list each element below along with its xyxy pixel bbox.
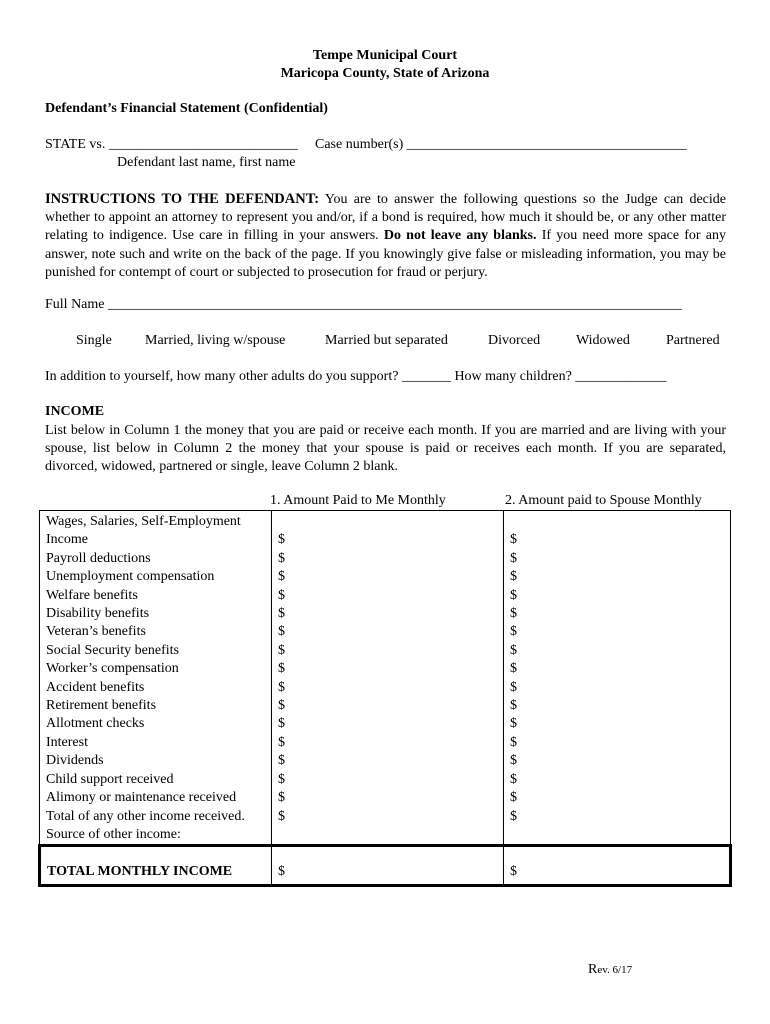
income-label: Unemployment compensation xyxy=(40,568,272,586)
revision-rest: ev. 6/17 xyxy=(597,964,633,976)
table-row xyxy=(40,642,731,660)
income-label: Child support received xyxy=(40,771,272,789)
status-partnered[interactable]: Partnered xyxy=(666,333,720,348)
state-vs-field[interactable]: STATE vs. ___________________________ xyxy=(45,137,298,152)
column-1-header: 1. Amount Paid to Me Monthly xyxy=(270,493,446,508)
income-label: Worker’s compensation xyxy=(40,660,272,678)
table-row xyxy=(40,734,731,752)
income-label: Welfare benefits xyxy=(40,587,272,605)
instructions-heading: INSTRUCTIONS TO THE DEFENDANT: xyxy=(45,191,320,207)
table-row xyxy=(40,660,731,678)
table-row xyxy=(40,679,731,697)
table-row xyxy=(40,587,731,605)
income-label: Income xyxy=(40,531,272,549)
amount-spouse-cell[interactable]: $ xyxy=(504,642,731,660)
table-row xyxy=(40,623,731,641)
amount-spouse-cell[interactable]: $ xyxy=(504,752,731,770)
revision-number xyxy=(588,962,632,978)
table-row xyxy=(40,568,731,586)
amount-me-cell[interactable]: $ xyxy=(272,623,504,641)
income-label: Total of any other income received. xyxy=(40,808,272,826)
income-label: Interest xyxy=(40,734,272,752)
amount-me-cell[interactable]: $ xyxy=(272,605,504,623)
amount-spouse-cell[interactable]: $ xyxy=(504,771,731,789)
case-number-field[interactable]: Case number(s) ________________________________________ xyxy=(315,137,687,152)
table-row xyxy=(40,550,731,568)
amount-spouse-cell[interactable]: $ xyxy=(504,550,731,568)
no-blanks-emphasis: Do not leave any blanks. xyxy=(383,228,537,244)
instructions-text-2: If you need more space for any answer, note such and write on the back of the page. If you knowingly give false or misleading information, you may be punished for contempt of court or subjected to prosecution for fraud or perjury. xyxy=(45,228,727,280)
table-row xyxy=(40,697,731,715)
status-divorced[interactable]: Divorced xyxy=(488,333,541,348)
amount-spouse-cell[interactable]: $ xyxy=(504,605,731,623)
table-row xyxy=(40,771,731,789)
table-row xyxy=(40,715,731,733)
total-me-cell[interactable]: $ xyxy=(272,846,504,885)
income-label: Disability benefits xyxy=(40,605,272,623)
income-label: Source of other income: xyxy=(40,826,272,846)
status-single[interactable]: Single xyxy=(76,333,112,348)
total-row xyxy=(40,846,731,885)
income-label: Dividends xyxy=(40,752,272,770)
income-label: Retirement benefits xyxy=(40,697,272,715)
amount-spouse-cell[interactable]: $ xyxy=(504,587,731,605)
instructions-paragraph xyxy=(45,190,726,282)
amount-me-cell[interactable]: $ xyxy=(272,715,504,733)
amount-spouse-cell[interactable]: $ xyxy=(504,789,731,807)
amount-me-cell[interactable]: $ xyxy=(272,734,504,752)
other-income-source-cell[interactable] xyxy=(272,826,504,846)
income-label: Social Security benefits xyxy=(40,642,272,660)
table-row xyxy=(40,511,731,532)
amount-spouse-cell[interactable]: $ xyxy=(504,697,731,715)
amount-me-cell[interactable]: $ xyxy=(272,587,504,605)
status-married-separated[interactable]: Married but separated xyxy=(325,333,448,348)
amount-me-cell[interactable]: $ xyxy=(272,679,504,697)
amount-me-cell[interactable]: $ xyxy=(272,752,504,770)
form-title: Defendant’s Financial Statement (Confidential) xyxy=(45,101,328,116)
county-line: Maricopa County, State of Arizona xyxy=(280,66,490,81)
table-row xyxy=(40,826,731,846)
income-label: Allotment checks xyxy=(40,715,272,733)
table-row xyxy=(40,605,731,623)
income-label: Alimony or maintenance received xyxy=(40,789,272,807)
amount-me-cell[interactable]: $ xyxy=(272,642,504,660)
status-widowed[interactable]: Widowed xyxy=(576,333,630,348)
amount-me-cell[interactable]: $ xyxy=(272,660,504,678)
income-label: Wages, Salaries, Self-Employment xyxy=(40,511,272,532)
amount-spouse-cell[interactable]: $ xyxy=(504,660,731,678)
amount-spouse-cell[interactable]: $ xyxy=(504,531,731,549)
table-row xyxy=(40,808,731,826)
amount-me-cell[interactable] xyxy=(272,511,504,532)
table-row xyxy=(40,531,731,549)
amount-spouse-cell[interactable]: $ xyxy=(504,568,731,586)
amount-me-cell[interactable]: $ xyxy=(272,550,504,568)
total-spouse-cell[interactable]: $ xyxy=(504,846,731,885)
amount-spouse-cell[interactable] xyxy=(504,511,731,532)
income-label: Payroll deductions xyxy=(40,550,272,568)
amount-me-cell[interactable]: $ xyxy=(272,771,504,789)
total-income-label: TOTAL MONTHLY INCOME xyxy=(40,846,272,885)
amount-me-cell[interactable]: $ xyxy=(272,568,504,586)
income-heading: INCOME xyxy=(45,404,105,419)
amount-spouse-cell[interactable]: $ xyxy=(504,679,731,697)
status-married-living[interactable]: Married, living w/spouse xyxy=(145,333,286,348)
dependents-question[interactable]: In addition to yourself, how many other adults do you support? _______ How many children? _____________ xyxy=(45,369,667,384)
amount-me-cell[interactable]: $ xyxy=(272,697,504,715)
amount-me-cell[interactable]: $ xyxy=(272,531,504,549)
table-row xyxy=(40,752,731,770)
court-name: Tempe Municipal Court xyxy=(312,48,458,63)
income-instructions: List below in Column 1 the money that you are paid or receive each month. If you are married and are living with your spouse, list below in Column 2 the money that your spouse is paid or receives each month. If you are separated, divorced, widowed, partnered or single, leave Column 2 blank. xyxy=(45,423,726,475)
income-label: Veteran’s benefits xyxy=(40,623,272,641)
income-table xyxy=(38,510,732,887)
other-income-source-cell[interactable] xyxy=(504,826,731,846)
column-2-header: 2. Amount paid to Spouse Monthly xyxy=(505,493,702,508)
amount-spouse-cell[interactable]: $ xyxy=(504,623,731,641)
amount-spouse-cell[interactable]: $ xyxy=(504,734,731,752)
full-name-field[interactable]: Full Name __________________________________________________________________________________ xyxy=(45,297,682,312)
amount-spouse-cell[interactable]: $ xyxy=(504,808,731,826)
revision-prefix: R xyxy=(588,962,598,977)
amount-me-cell[interactable]: $ xyxy=(272,808,504,826)
defendant-name-hint: Defendant last name, first name xyxy=(117,155,296,170)
amount-spouse-cell[interactable]: $ xyxy=(504,715,731,733)
instructions-text-1: You are to answer the following questions so the Judge can decide whether to appoint an attorney to represent you and/or, if a bond is required, how much it should be, or any other matter relating to indigence. Use care in filling in your answers. xyxy=(45,192,726,244)
amount-me-cell[interactable]: $ xyxy=(272,789,504,807)
income-label: Accident benefits xyxy=(40,679,272,697)
table-row xyxy=(40,789,731,807)
